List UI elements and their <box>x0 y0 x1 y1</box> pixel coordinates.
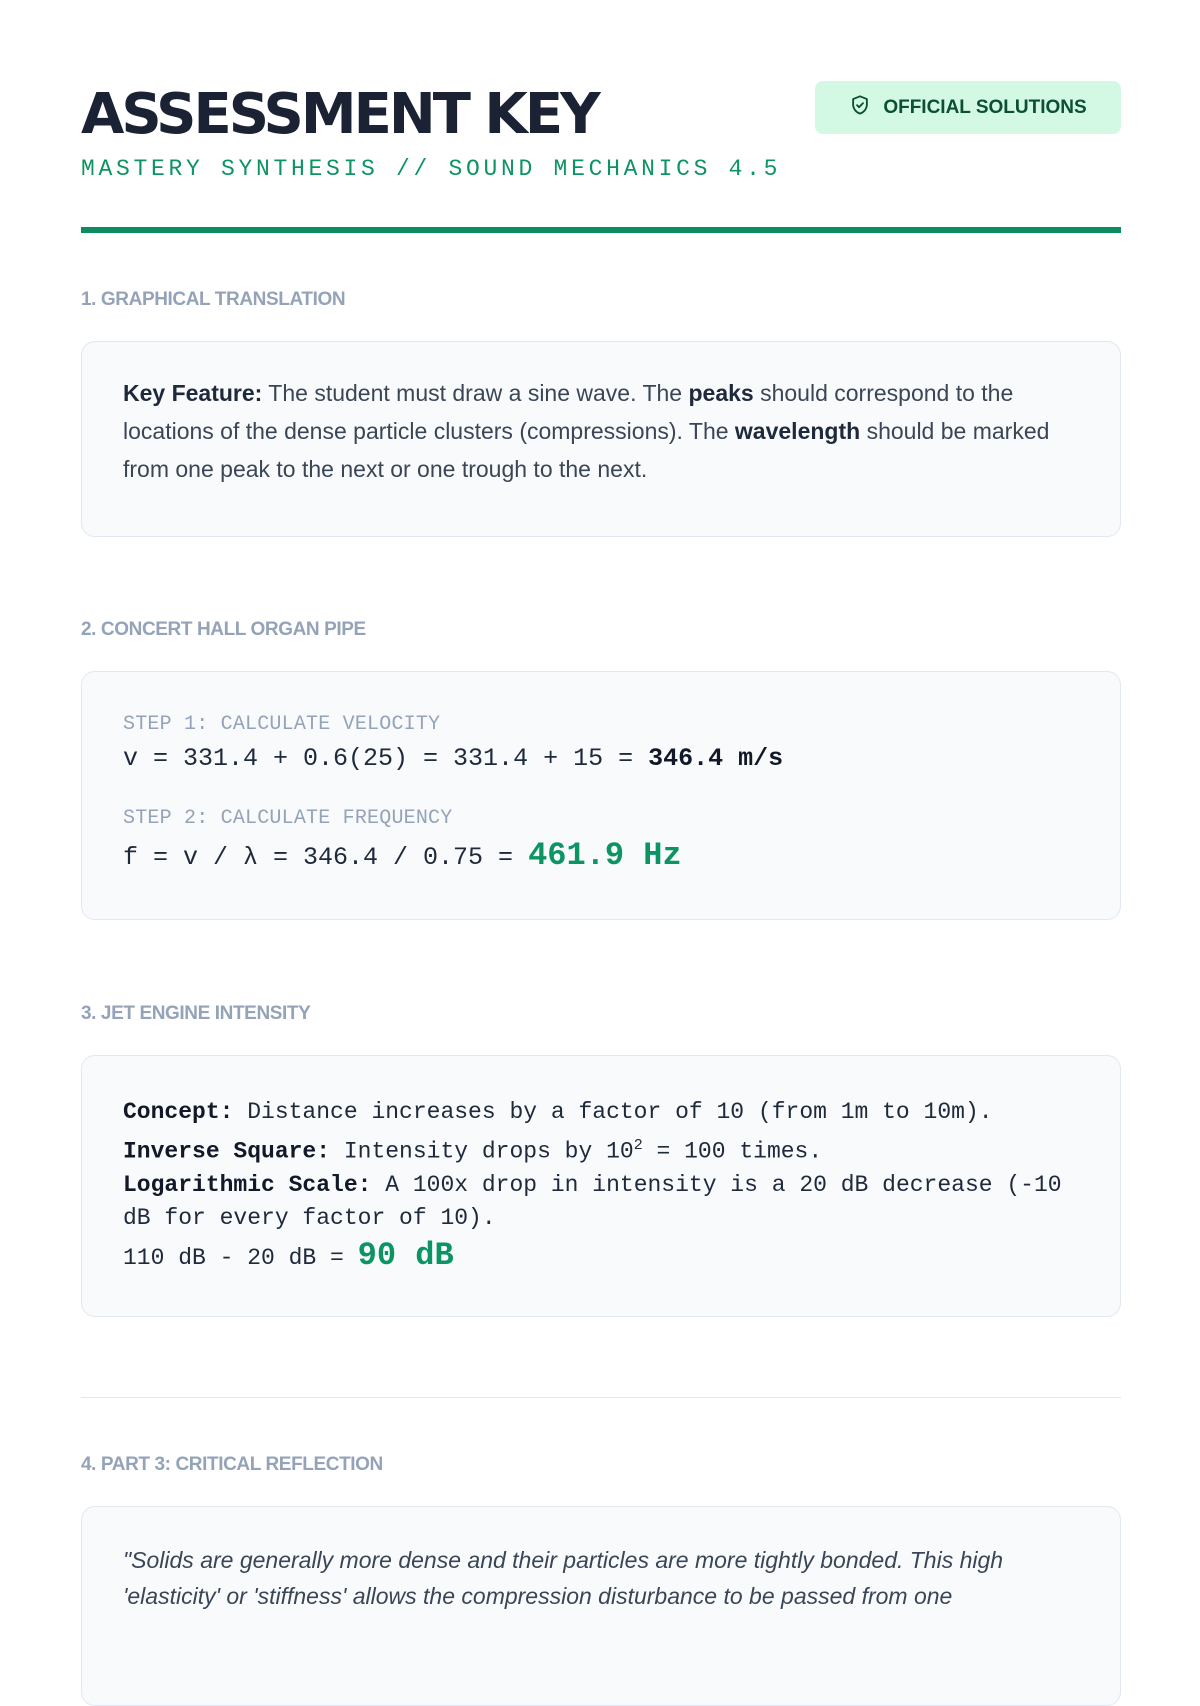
section-1-card <box>81 341 1121 537</box>
section-4-title: 4. PART 3: CRITICAL REFLECTION <box>81 1454 383 1475</box>
final-calculation: 110 dB - 20 dB = 90 dB <box>123 1236 454 1274</box>
key-feature-text: Key Feature: The student must draw a sine wave. The peaks should correspond to the locations of the dense particle clusters (compressions). The wavelength should be marked from one peak to the next or one trough to the next. <box>123 380 1050 482</box>
step-1-label: STEP 1: CALCULATE VELOCITY <box>123 713 441 736</box>
page-header <box>81 0 1121 236</box>
page-title: ASSESSMENT KEY <box>81 82 598 147</box>
shield-check-icon <box>849 94 871 122</box>
step-2-label: STEP 2: CALCULATE FREQUENCY <box>123 807 453 830</box>
page-subtitle: MASTERY SYNTHESIS // SOUND MECHANICS 4.5 <box>81 156 782 182</box>
wavelength-term: wavelength <box>734 418 861 444</box>
peaks-term: peaks <box>688 380 754 406</box>
step-2-formula: f = v / λ = 346.4 / 0.75 = 461.9 Hz <box>123 837 682 874</box>
decibel-answer: 90 dB <box>357 1236 454 1274</box>
intensity-explanation <box>123 1096 1079 1275</box>
concept-line: Concept: Distance increases by a factor of 10 (from 1m to 10m). <box>123 1099 993 1125</box>
header-accent-rule <box>81 227 1121 233</box>
inverse-square-line: Inverse Square: Intensity drops by $10^2 = 100$ times. <box>123 1137 823 1165</box>
velocity-result: 346.4 m/s <box>648 744 784 773</box>
log-scale-line: Logarithmic Scale: A 100x drop in intensity is a 20 dB decrease (-10 dB for every factor of 10). <box>123 1171 1062 1231</box>
section-3-card <box>81 1055 1121 1317</box>
section-2-title: 2. CONCERT HALL ORGAN PIPE <box>81 619 366 640</box>
official-solutions-badge <box>815 81 1121 134</box>
answer-key-page <box>81 0 1121 1609</box>
reflection-quote: "Solids are generally more dense and their particles are more tightly bonded. This high 'elasticity' or 'stiffness' allows the compression disturbance to be passed from one <box>123 1547 1004 1609</box>
badge-label: OFFICIAL SOLUTIONS <box>883 96 1087 118</box>
section-divider <box>81 1397 1121 1398</box>
step-1-formula: v = 331.4 + 0.6(25) = 331.4 + 15 = 346.4 m/s <box>123 744 784 773</box>
section-3-title: 3. JET ENGINE INTENSITY <box>81 1003 311 1024</box>
key-feature-label: Key Feature: <box>123 380 263 406</box>
section-1-title: 1. GRAPHICAL TRANSLATION <box>81 289 346 310</box>
frequency-answer: 461.9 Hz <box>528 837 682 874</box>
section-4-card <box>81 1506 1121 1706</box>
section-2-card <box>81 671 1121 920</box>
